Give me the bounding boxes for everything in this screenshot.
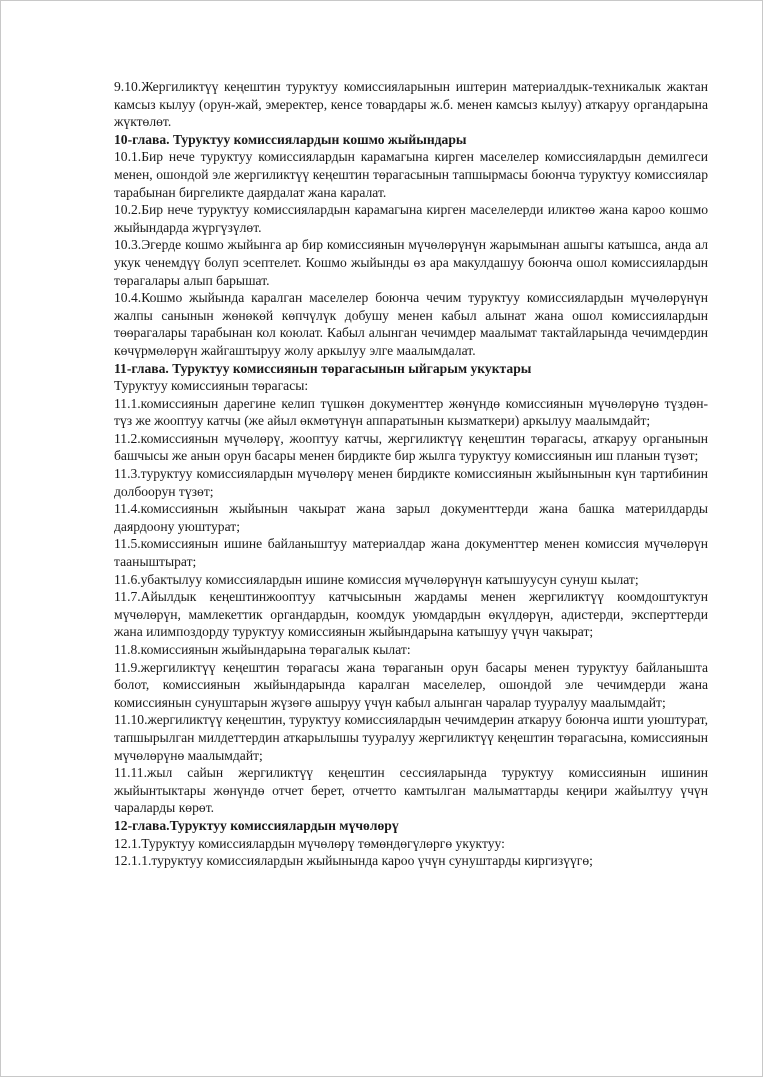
paragraph-11-9: 11.9.жергиликтүү кеңештин төрагасы жана төраганын орун басары менен туруктуу байланышта болот, комиссиянын жыйындарында каралган маселелер, ошондой эле чечимдерди жана комиссиянын сунуштарын жүзөгө ашыруу үчүн кабыл алынган чаралар тууралуу маалымдайт; — [114, 659, 708, 710]
paragraph-9-10: 9.10.Жергиликтүү кеңештин туруктуу комиссияларынын иштерин материалдык-техникалык жактан камсыз кылуу (орун-жай, эмеректер, кенсе товардары ж.б. менен камсыз кылуу) аткаруу органдарына жүктөлөт. — [114, 79, 708, 130]
paragraph-10-2: 10.2.Бир нече туруктуу комиссиялардын карамагына кирген маселелерди иликтөө жана карoo кошмо жыйындарда жүргүзүлөт. — [114, 202, 708, 235]
paragraph-11-11: 11.11.жыл сайын жергиликтүү кеңештин сессияларында туруктуу комиссиянын ишинин жыйынтыктары жөнүндө отчет берет, отчетто камтылган малыматтарды кеңири жайылтуу үчүн чараларды көрөт. — [114, 765, 708, 816]
paragraph-10-3: 10.3.Эгерде кошмо жыйынга ар бир комиссиянын мүчөлөрүнүн жарымынан ашыгы катышса, анда ал укук ченемдүү болуп эсептелет. Кошмо жыйынды өз ара макулдашуу боюнча ошол комиссиялардын төрагалары алып барышат. — [114, 237, 708, 288]
paragraph-11-1: 11.1.комиссиянын дарегине келип түшкөн документтер жөнүндө комиссиянын мүчөлөрүнө түздөн-түз же жооптуу катчы (же айыл өкмөтүнүн аппаратынын кызматкери) аркылуу маалымдайт; — [114, 395, 708, 429]
paragraph-11-3: 11.3.туруктуу комиссиялардын мүчөлөрү менен бирдикте комиссиянын жыйынынын күн тартибинин долбоорун түзөт; — [114, 466, 708, 499]
paragraph-12-1-1: 12.1.1.туруктуу комиссиялардын жыйынында карoo үчүн сунуштарды киргизүүгө; — [114, 853, 593, 869]
paragraph-10-4: 10.4.Кошмо жыйында каралган маселелер боюнча чечим туруктуу комиссиялардын мүчөлөрүнүн жалпы санынын жөнөкөй көпчүлүк добушу менен кабыл алынат жана ошол комиссиялардын төөрагалары тарабынан кол коюлат. Кабыл алынган чечимдер маалымат тактайларында чечимдердин көчүрмөлөрүн жайгаштыруу жолу аркылуу элге маалымдалат. — [114, 290, 708, 358]
paragraph-chairman-intro: Туруктуу комиссиянын төрагасы: — [114, 378, 309, 394]
paragraph-11-8: 11.8.комиссиянын жыйындарына төрагалык кылат: — [114, 642, 411, 657]
paragraph-11-4: 11.4.комиссиянын жыйынын чакырат жана зарыл документтерди жана башка материлдарды даярдоону уюштурат; — [114, 501, 708, 534]
paragraph-11-10: 11.10.жергиликтүү кеңештин, туруктуу комиссиялардын чечимдерин аткаруу боюнча ишти уюштурат, тапшырылган милдеттердин аткарылышы тууралуу жергиликтүү кеңештин төрагасына, комиссиянын мүчөлөрүнө маалымдайт; — [114, 712, 708, 763]
heading-chapter-12: 12-глава.Туруктуу комиссиялардын мүчөлөрү — [114, 817, 399, 833]
paragraph-10-1: 10.1.Бир нече туруктуу комиссиялардын карамагына кирген маселелер комиссиялардын демилгеси менен, ошондой эле жергиликтүү кеңештин төрагасынын тапшырмасы боюнча туруктуу комиссиялар тарабынан биргеликте даярдалат жана каралат. — [114, 149, 708, 200]
document-body — [114, 78, 708, 870]
paragraph-11-2: 11.2.комиссиянын мүчөлөрү, жооптуу катчы, жергиликтүү кеңештин төрагасы, аткаруу органынын башчысы же анын орун басары менен бирдикте бир жылга туруктуу комиссиянын иш планын түзөт; — [114, 430, 708, 464]
heading-chapter-11: 11-глава. Туруктуу комиссиянын төрагасынын ыйгарым укуктары — [114, 360, 532, 376]
heading-chapter-10: 10-глава. Туруктуу комиссиялардын кошмо жыйындары — [114, 131, 467, 147]
paragraph-11-5: 11.5.комиссиянын ишине байланыштуу материалдар жана документтер менен комиссия мүчөлөрүн тааныштырат; — [114, 536, 708, 570]
paragraph-11-6: 11.6.убактылуу комиссиялардын ишине комиссия мүчөлөрүнүн катышуусун сунуш кылат; — [114, 571, 639, 587]
paragraph-11-7: 11.7.Айылдык кеңештинжооптуу катчысынын жардамы менен жергиликтүү коомдоштуктун мүчөлөрүн, мамлекеттик органдардын, коомдук уюмдардын өкүлдөрүн, адистерди, эксперттерди жана илимпоздорду туруктуу комиссиянын жыйындарына катышуу үчүн чакырат; — [114, 589, 708, 640]
paragraph-12-1: 12.1.Туруктуу комиссиялардын мүчөлөрү төмөндөгүлөргө укуктуу: — [114, 835, 505, 851]
